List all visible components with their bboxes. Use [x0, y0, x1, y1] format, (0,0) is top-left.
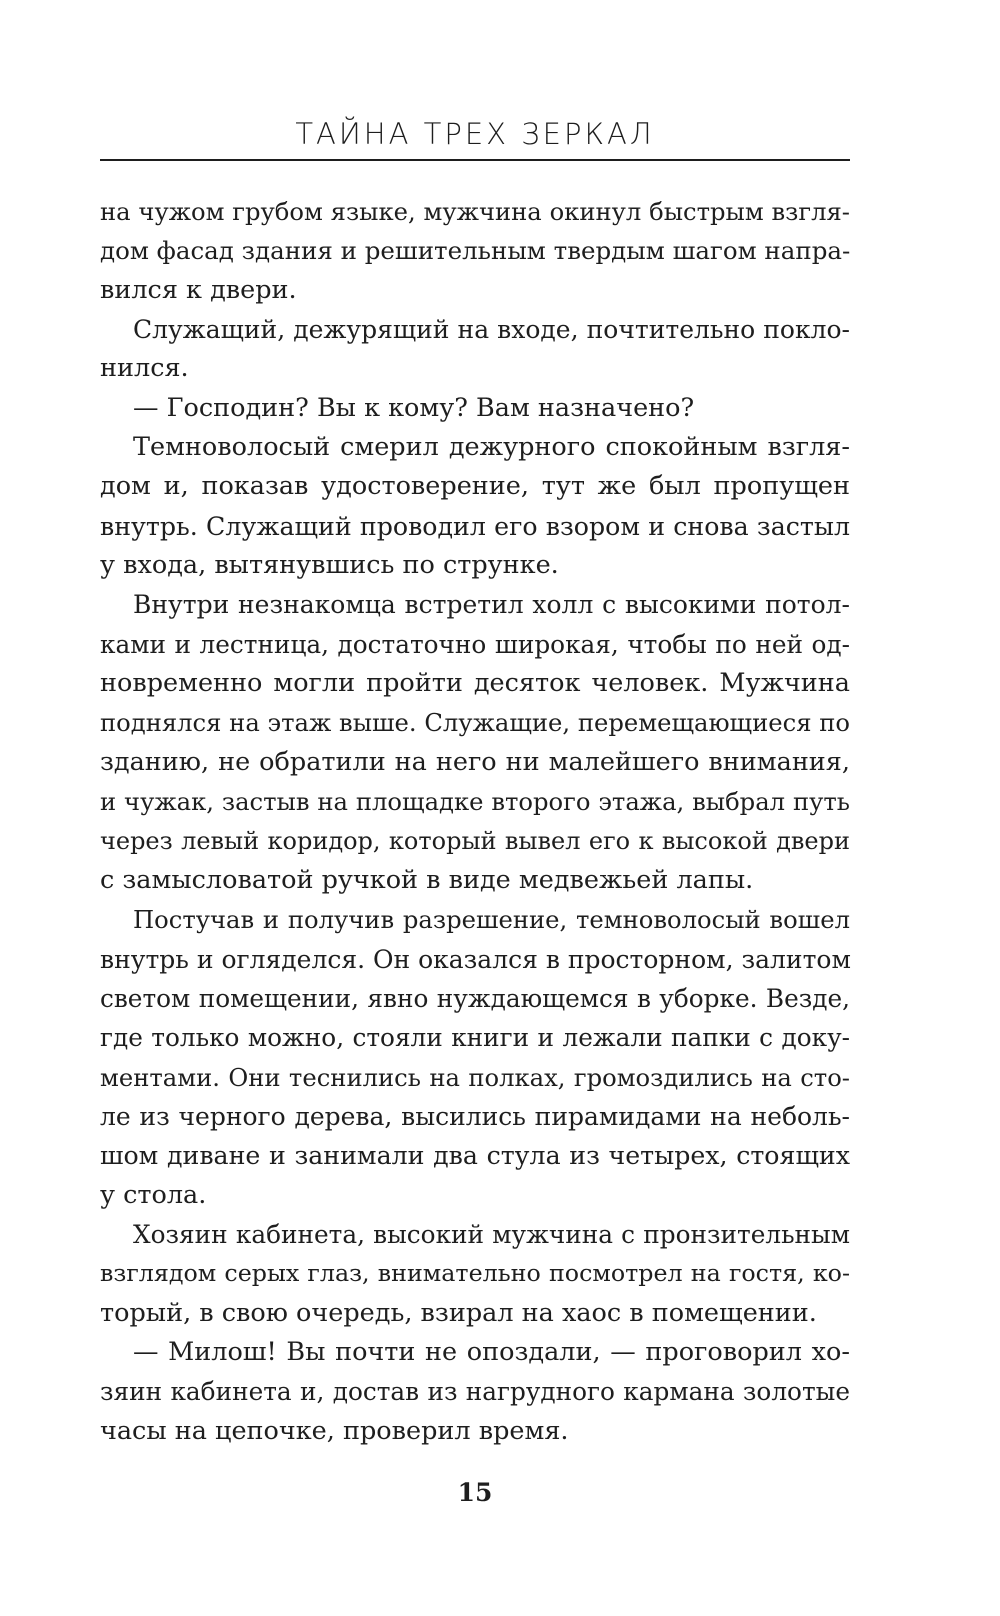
text-line: у входа, вытянувшись по струнке. [100, 550, 559, 581]
running-head-title: ТАЙНА ТРЕХ ЗЕРКАЛ [295, 117, 655, 151]
text-line: у стола. [100, 1179, 207, 1210]
text-line: новременно могли пройти десяток человек. Мужчина [100, 668, 850, 699]
text-line: дом фасад здания и решительным твердым шагом напра- [100, 236, 851, 266]
text-line: ментами. Они теснились на полках, громоздились на сто- [100, 1062, 850, 1092]
text-line: где только можно, стояли книги и лежали папки с доку- [100, 1023, 850, 1053]
page-body-text [100, 192, 850, 1451]
header-rule [100, 159, 850, 161]
text-line: ле из черного дерева, высились пирамидами на неболь- [100, 1101, 850, 1131]
text-line: часы на цепочке, проверил время. [100, 1415, 569, 1446]
text-line: внутрь и огляделся. Он оказался в просторном, залитом [100, 944, 851, 974]
text-line: ками и лестница, достаточно широкая, чтобы по ней од- [100, 629, 850, 659]
text-line: взглядом серых глаз, внимательно посмотрел на гостя, ко- [100, 1259, 850, 1288]
text-line: — Господин? Вы к кому? Вам назначено? [133, 392, 695, 423]
text-line: зяин кабинета и, достав из нагрудного кармана золотые [100, 1377, 850, 1407]
text-line: Темноволосый смерил дежурного спокойным взгля- [133, 432, 850, 463]
text-line: шом диване и занимали два стула из четырех, стоящих [100, 1141, 850, 1171]
text-line: Служащий, дежурящий на входе, почтительно покло- [133, 315, 850, 345]
text-line: и чужак, застыв на площадке второго этажа, выбрал путь [100, 787, 850, 817]
text-line: торый, в свою очередь, взирал на хаос в помещении. [100, 1297, 817, 1328]
page-number: 15 [457, 1478, 493, 1507]
text-line: зданию, не обратили на него ни малейшего внимания, [100, 746, 850, 777]
text-line: поднялся на этаж выше. Служащие, перемещающиеся по [100, 708, 850, 738]
text-line: через левый коридор, который вывел его к высокой двери [100, 826, 850, 855]
text-line: внутрь. Служащий проводил его взором и снова застыл [100, 511, 850, 541]
text-line: — Милош! Вы почти не опоздали, — проговорил хо- [133, 1336, 850, 1367]
text-line: с замысловатой ручкой в виде медвежьей лапы. [100, 864, 754, 895]
text-line: Внутри незнакомца встретил холл с высокими потол- [133, 590, 850, 620]
text-line: на чужом грубом языке, мужчина окинул быстрым взгля- [100, 197, 850, 226]
text-line: светом помещении, явно нуждающемся в уборке. Везде, [100, 983, 850, 1013]
text-line: вился к двери. [100, 274, 297, 305]
text-line: нился. [100, 353, 189, 384]
text-line: Постучав и получив разрешение, темноволосый вошел [133, 905, 850, 935]
text-line: дом и, показав удостоверение, тут же был пропущен [100, 471, 850, 502]
text-line: Хозяин кабинета, высокий мужчина с пронзительным [133, 1219, 850, 1249]
